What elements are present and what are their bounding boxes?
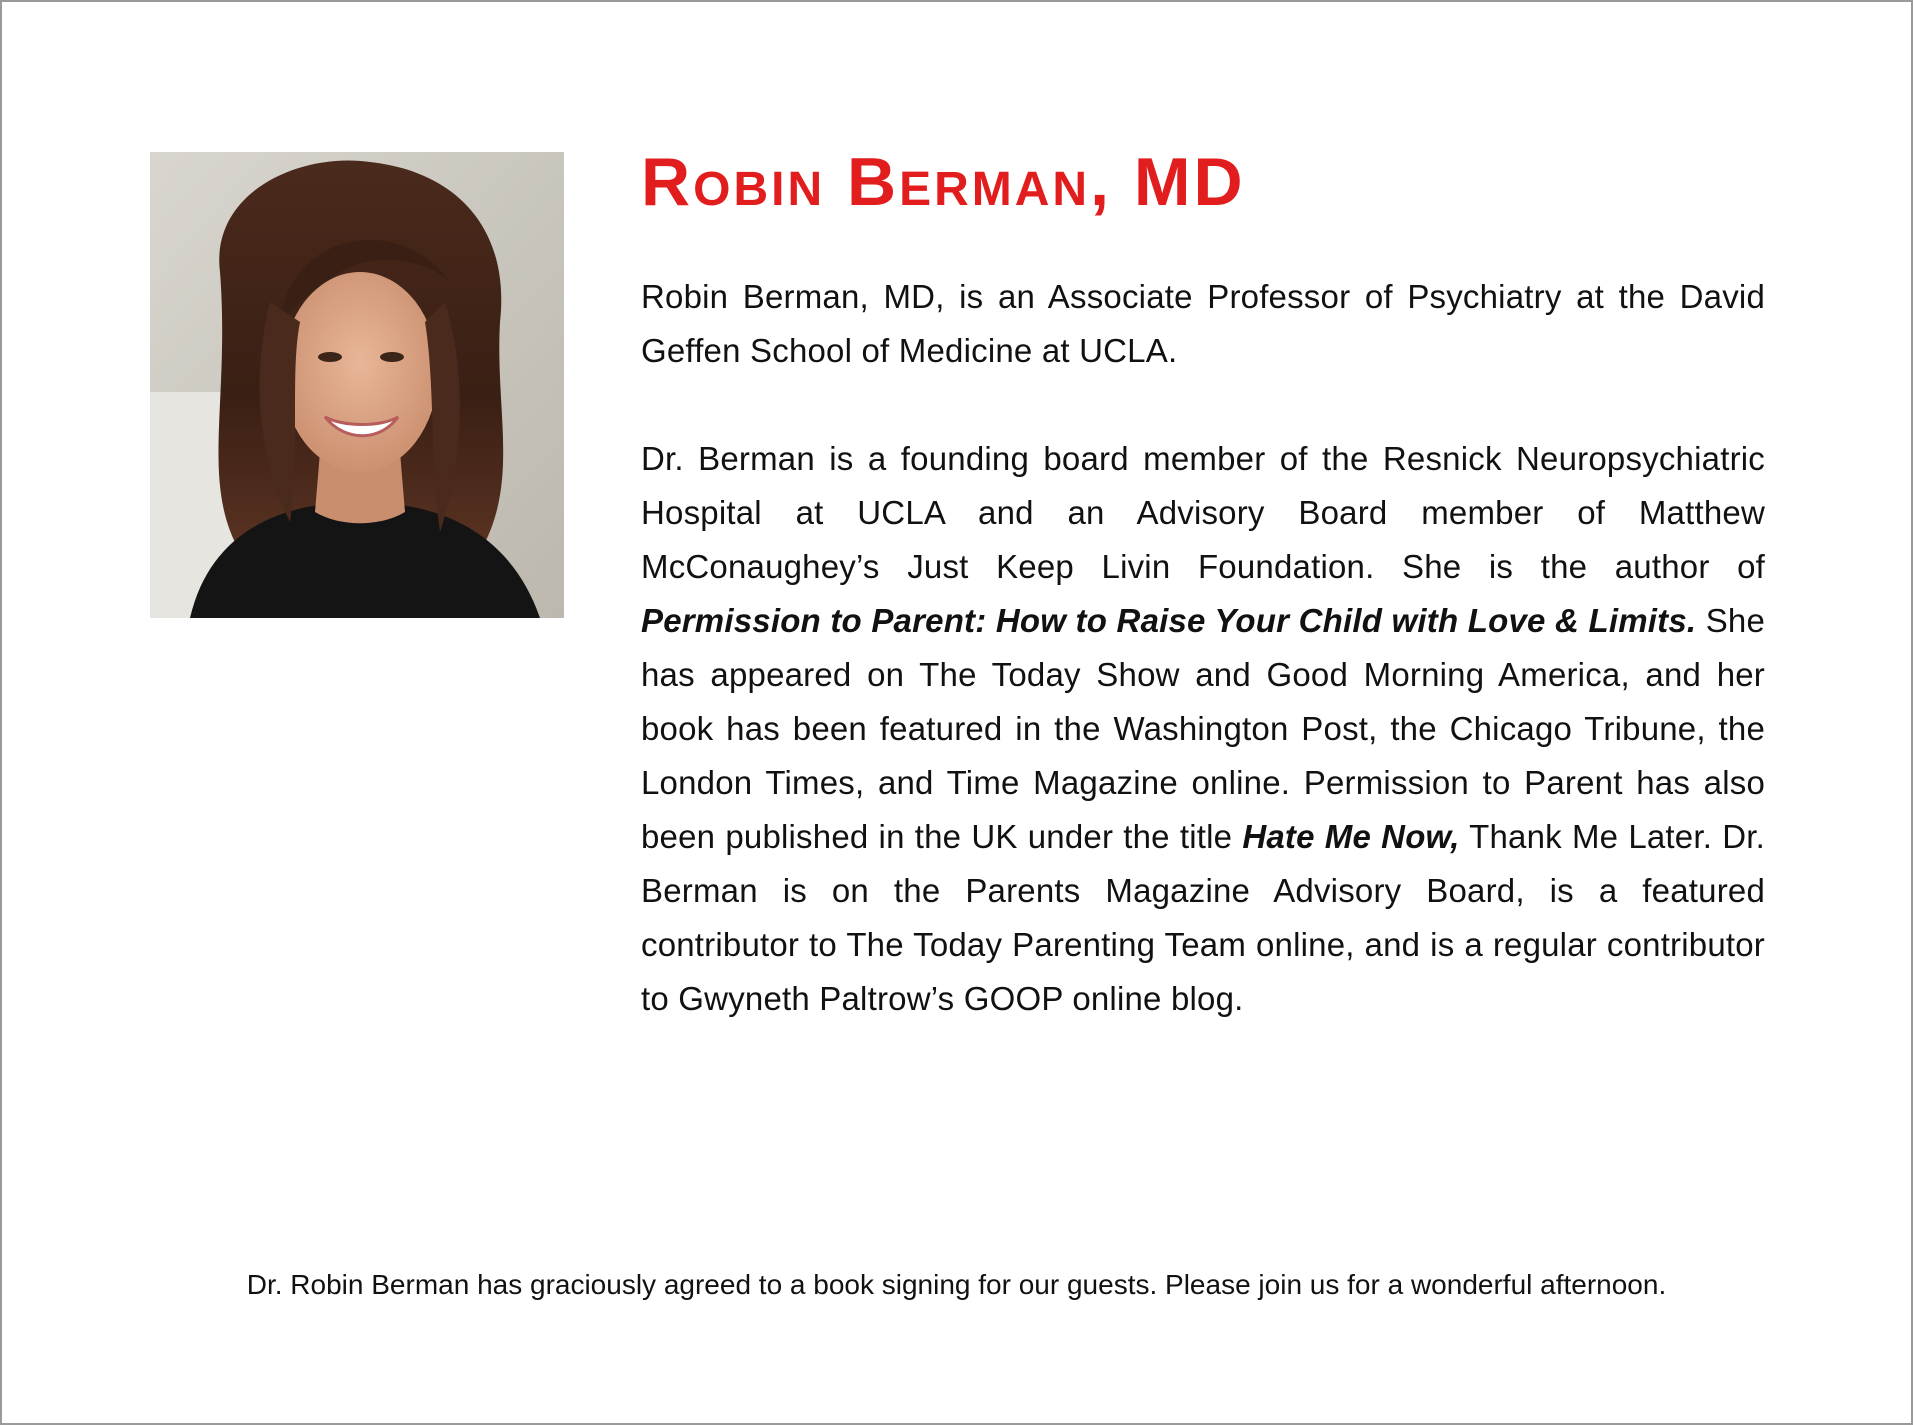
book-title-permission-to-parent: Permission to Parent: How to Raise Your Child with Love & Limits. bbox=[641, 602, 1697, 639]
footer-note: Dr. Robin Berman has graciously agreed to a book signing for our guests. Please join us for a wonderful afternoon. bbox=[246, 1269, 1667, 1300]
bio-content bbox=[641, 142, 1765, 1026]
bio-paragraph-2 bbox=[641, 432, 1765, 1026]
page-title: Robin Berman, MD bbox=[641, 144, 1246, 220]
portrait-photo bbox=[150, 152, 564, 618]
bio-text-segment: Thank Me Later. Dr. Berman is on the Parents Magazine Advisory Board, is a featured contributor to The Today Parenting Team online, and is a regular contributor to Gwyneth Paltrow’s GOOP online blog. bbox=[641, 818, 1765, 1017]
bio-text-segment: She has appeared on The Today Show and Good Morning America, and her book has been featured in the Washington Post, the Chicago Tribune, the London Times, and Time Magazine online. Permission to Parent has also been published in the UK under the title bbox=[641, 602, 1766, 855]
portrait-image bbox=[150, 152, 564, 618]
bio-text-segment: Dr. Berman is a founding board member of the Resnick Neuropsychiatric Hospital at UCLA and an Advisory Board member of Matthew McConaughey’s Just Keep Livin Foundation. She is the author of bbox=[641, 440, 1765, 585]
bio-paragraph-1: Robin Berman, MD, is an Associate Professor of Psychiatry at the David Geffen School of Medicine at UCLA. bbox=[641, 278, 1765, 369]
book-title-hate-me-now: Hate Me Now, bbox=[1242, 818, 1460, 855]
